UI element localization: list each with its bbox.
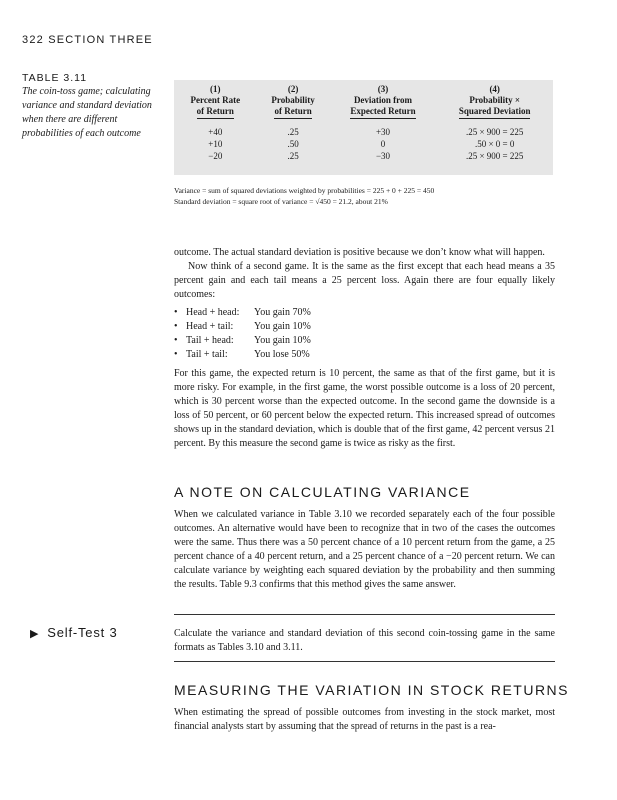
column-header: (4) Probability × Squared Deviation <box>436 80 553 119</box>
section-heading: MEASURING THE VARIATION IN STOCK RETURNS <box>174 682 570 698</box>
table-cell: .25 <box>287 151 299 161</box>
paragraph: When estimating the spread of possible outcomes from investing in the stock market, most financial analysts start by assuming that the spread of returns in the past is a rea- <box>174 707 555 732</box>
table-cell: +40 <box>208 127 223 137</box>
standard-deviation-note: Standard deviation = square root of variance = √450 = 21.2, about 21% <box>174 196 388 206</box>
table-notes <box>174 186 554 207</box>
column-header: (2) Probability of Return <box>257 80 330 119</box>
paragraph: Calculate the variance and standard deviation of this second coin-tossing game in the same formats as Tables 3.10 and 3.11. <box>174 628 555 653</box>
list-item: • Head + head: You gain 70% <box>174 307 311 318</box>
divider <box>174 614 555 615</box>
data-table <box>174 80 553 162</box>
table-cell: +10 <box>208 139 223 149</box>
bullet-icon: • <box>174 335 178 346</box>
table-cell: −20 <box>208 151 223 161</box>
table-row <box>174 119 553 138</box>
body-text-block <box>174 246 555 451</box>
running-head: 322 SECTION THREE <box>22 34 153 46</box>
list-item: • Tail + tail: You lose 50% <box>174 349 310 360</box>
paragraph: When we calculated variance in Table 3.10 we recorded separately each of the four possible outcomes. An alternative would have been to recognize that in two of the cases the outcomes were the same. Thus there was a 50 percent chance of a 10 percent return from the game, a 25 percent chance of a 40 percent return, and a 25 percent chance of a −20 percent return. We can calculate variance by weighting each squared deviation by the probability and then summing the results. Table 9.3 confirms that this method gives the same answer. <box>174 509 555 590</box>
section-text <box>174 508 555 592</box>
column-header: (3) Deviation from Expected Return <box>330 80 437 119</box>
outcome-list <box>174 306 555 362</box>
bullet-icon: • <box>174 349 178 360</box>
variance-note: Variance = sum of squared deviations weighted by probabilities = 225 + 0 + 225 = 450 <box>174 186 435 195</box>
column-header: (1) Percent Rate of Return <box>174 80 257 119</box>
paragraph: For this game, the expected return is 10 percent, the same as that of the first game, but it is more risky. For example, in the first game, the worst possible outcome is a loss of 20 percent, which is 30 percent worse than the expected outcome. In the second game the downside is a loss of 50 percent, or 60 percent below the expected return. This increased spread of outcomes shows up in the standard deviation, which is double that of the first game, 42 percent versus 21 percent. By this measure the second game is twice as risky as the first. <box>174 368 555 449</box>
paragraph: outcome. The actual standard deviation is positive because we don’t know what will happen. <box>174 247 545 258</box>
self-test-text <box>174 627 555 655</box>
play-arrow-icon: ▶ <box>30 628 40 640</box>
table-cell: .25 × 900 = 225 <box>465 127 524 137</box>
list-item: • Tail + head: You gain 10% <box>174 335 311 346</box>
table-cell: .50 <box>287 139 299 149</box>
list-item: • Head + tail: You gain 10% <box>174 321 311 332</box>
table-number: TABLE 3.11 <box>22 72 88 84</box>
table-row <box>174 138 553 150</box>
table-cell: 0 <box>380 139 386 149</box>
table-description: The coin-toss game; calculating variance and standard deviation when there are different probabilities of each outcome <box>22 86 152 139</box>
self-test-label: ▶ Self-Test 3 <box>30 625 118 640</box>
table-header-row <box>174 80 553 119</box>
table-cell: −30 <box>375 151 391 161</box>
bullet-icon: • <box>174 321 178 332</box>
table-3-11 <box>174 80 553 175</box>
section-heading: A NOTE ON CALCULATING VARIANCE <box>174 484 471 500</box>
table-caption <box>22 71 170 141</box>
section-text <box>174 706 555 734</box>
table-cell: .50 × 0 = 0 <box>474 139 515 149</box>
table-row <box>174 150 553 162</box>
table-cell: +30 <box>375 127 391 137</box>
paragraph: Now think of a second game. It is the same as the first except that each head means a 35 percent gain and each tail means a 25 percent loss. Again there are four equally likely outcomes: <box>174 261 555 300</box>
table-cell: .25 <box>287 127 299 137</box>
table-cell: .25 × 900 = 225 <box>465 151 524 161</box>
bullet-icon: • <box>174 307 178 318</box>
divider <box>174 661 555 662</box>
